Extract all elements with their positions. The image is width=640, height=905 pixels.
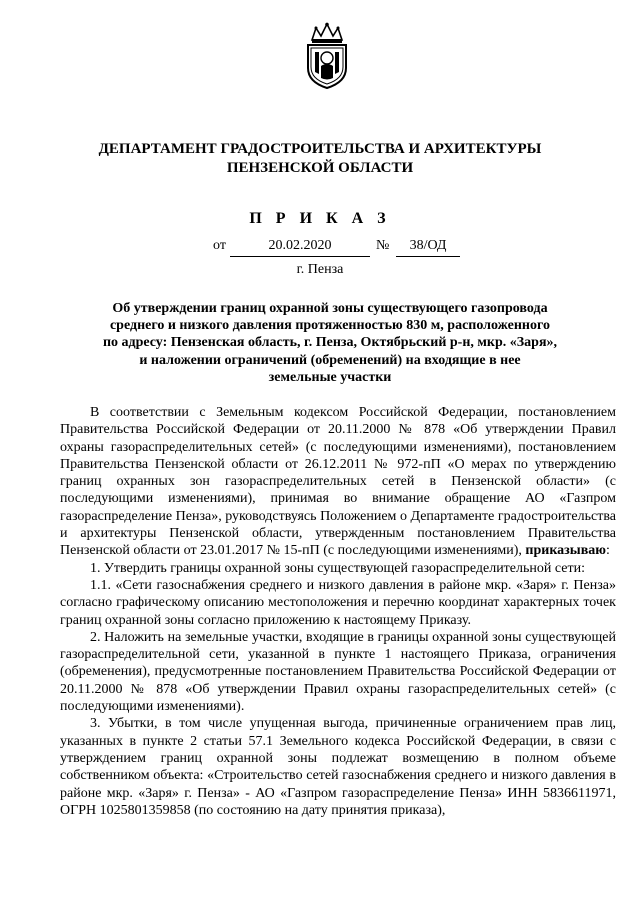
item-1-1: 1.1. «Сети газоснабжения среднего и низкого давления в районе мкр. «Заря» г. Пенза» согласно графическому описанию местоположения и перечню координат характерных точек границ охранной зоны согласно приложению к настоящему Приказу.: [60, 577, 616, 628]
subject-line-4: и наложении ограничений (обременений) на входящие в нее: [139, 352, 521, 368]
subject-line-3: по адресу: Пензенская область, г. Пенза, Октябрьский р-н, мкр. «Заря»,: [102, 335, 558, 351]
department-line-2: ПЕНЗЕНСКОЙ ОБЛАСТИ: [226, 160, 414, 176]
department-name: [60, 140, 580, 178]
order-title: П Р И К А З: [249, 210, 391, 227]
coat-of-arms-icon: [302, 22, 352, 90]
number-label: №: [376, 238, 390, 253]
item-3: 3. Убытки, в том числе упущенная выгода, причиненные ограничением прав лиц, указанных в пункте 2 статьи 57.1 Земельного кодекса Российской Федерации, в связи с утверждением границ охранной зоны подлежат возмещению в полном объеме собственником объекта: «Строительство сетей газоснабжения среднего и низкого давления в районе мкр. «Заря» г. Пенза» - АО «Газпром газораспределение Пенза» ИНН 5836611971, ОГРН 1025801359858 (по состоянию на дату принятия приказа),: [60, 716, 616, 818]
item-1: 1. Утвердить границы охранной зоны существующей газораспределительной сети:: [90, 560, 585, 576]
subject-line-2: среднего и низкого давления протяженностью 830 м, расположенного: [109, 318, 551, 334]
order-date: 20.02.2020: [230, 238, 370, 257]
order-number: 38/ОД: [396, 238, 460, 257]
preamble-paragraph: [60, 404, 616, 560]
item-2: 2. Наложить на земельные участки, входящие в границы охранной зоны существующей газораспределительной сети, указанной в пункте 1 настоящего Приказа, ограничения (обременения), предусмотренные постановлением Правительства Российской Федерации от 20.11.2000 № 878 «Об утверждении Правил охраны газораспределительных сетей» (с последующими изменениями).: [60, 629, 616, 715]
order-city: г. Пенза: [296, 262, 344, 277]
order-body: [60, 404, 616, 819]
order-date-number-row: [0, 238, 640, 258]
preamble-bold: приказываю: [525, 543, 606, 559]
preamble-end: :: [606, 543, 610, 559]
preamble-text: В соответствии с Земельным кодексом Российской Федерации, постановлением Правительства Российской Федерации от 20.11.2000 № 878 «Об утверждении Правил охраны газораспределительных сетей» (с последующими изменениями), постановлением Правительства Пензенской области от 26.12.2011 № 972-пП «О мерах по утверждению границ охранных зон газораспределительных сетей в Пензенской области» (с последующими изменениями), принимая во внимание обращение АО «Газпром газораспределение Пенза», руководствуясь Положением о Департаменте градостроительства и архитектуры Пензенской области, утвержденным постановлением Правительства Пензенской области от 23.01.2017 № 15-пП (с последующими изменениями),: [60, 405, 616, 559]
from-label: от: [213, 238, 226, 253]
subject-line-1: Об утверждении границ охранной зоны существующего газопровода: [112, 301, 548, 316]
order-subject: [70, 300, 590, 386]
department-line-1: ДЕПАРТАМЕНТ ГРАДОСТРОИТЕЛЬСТВА И АРХИТЕКТУРЫ: [98, 141, 542, 157]
subject-line-5: земельные участки: [268, 369, 392, 385]
